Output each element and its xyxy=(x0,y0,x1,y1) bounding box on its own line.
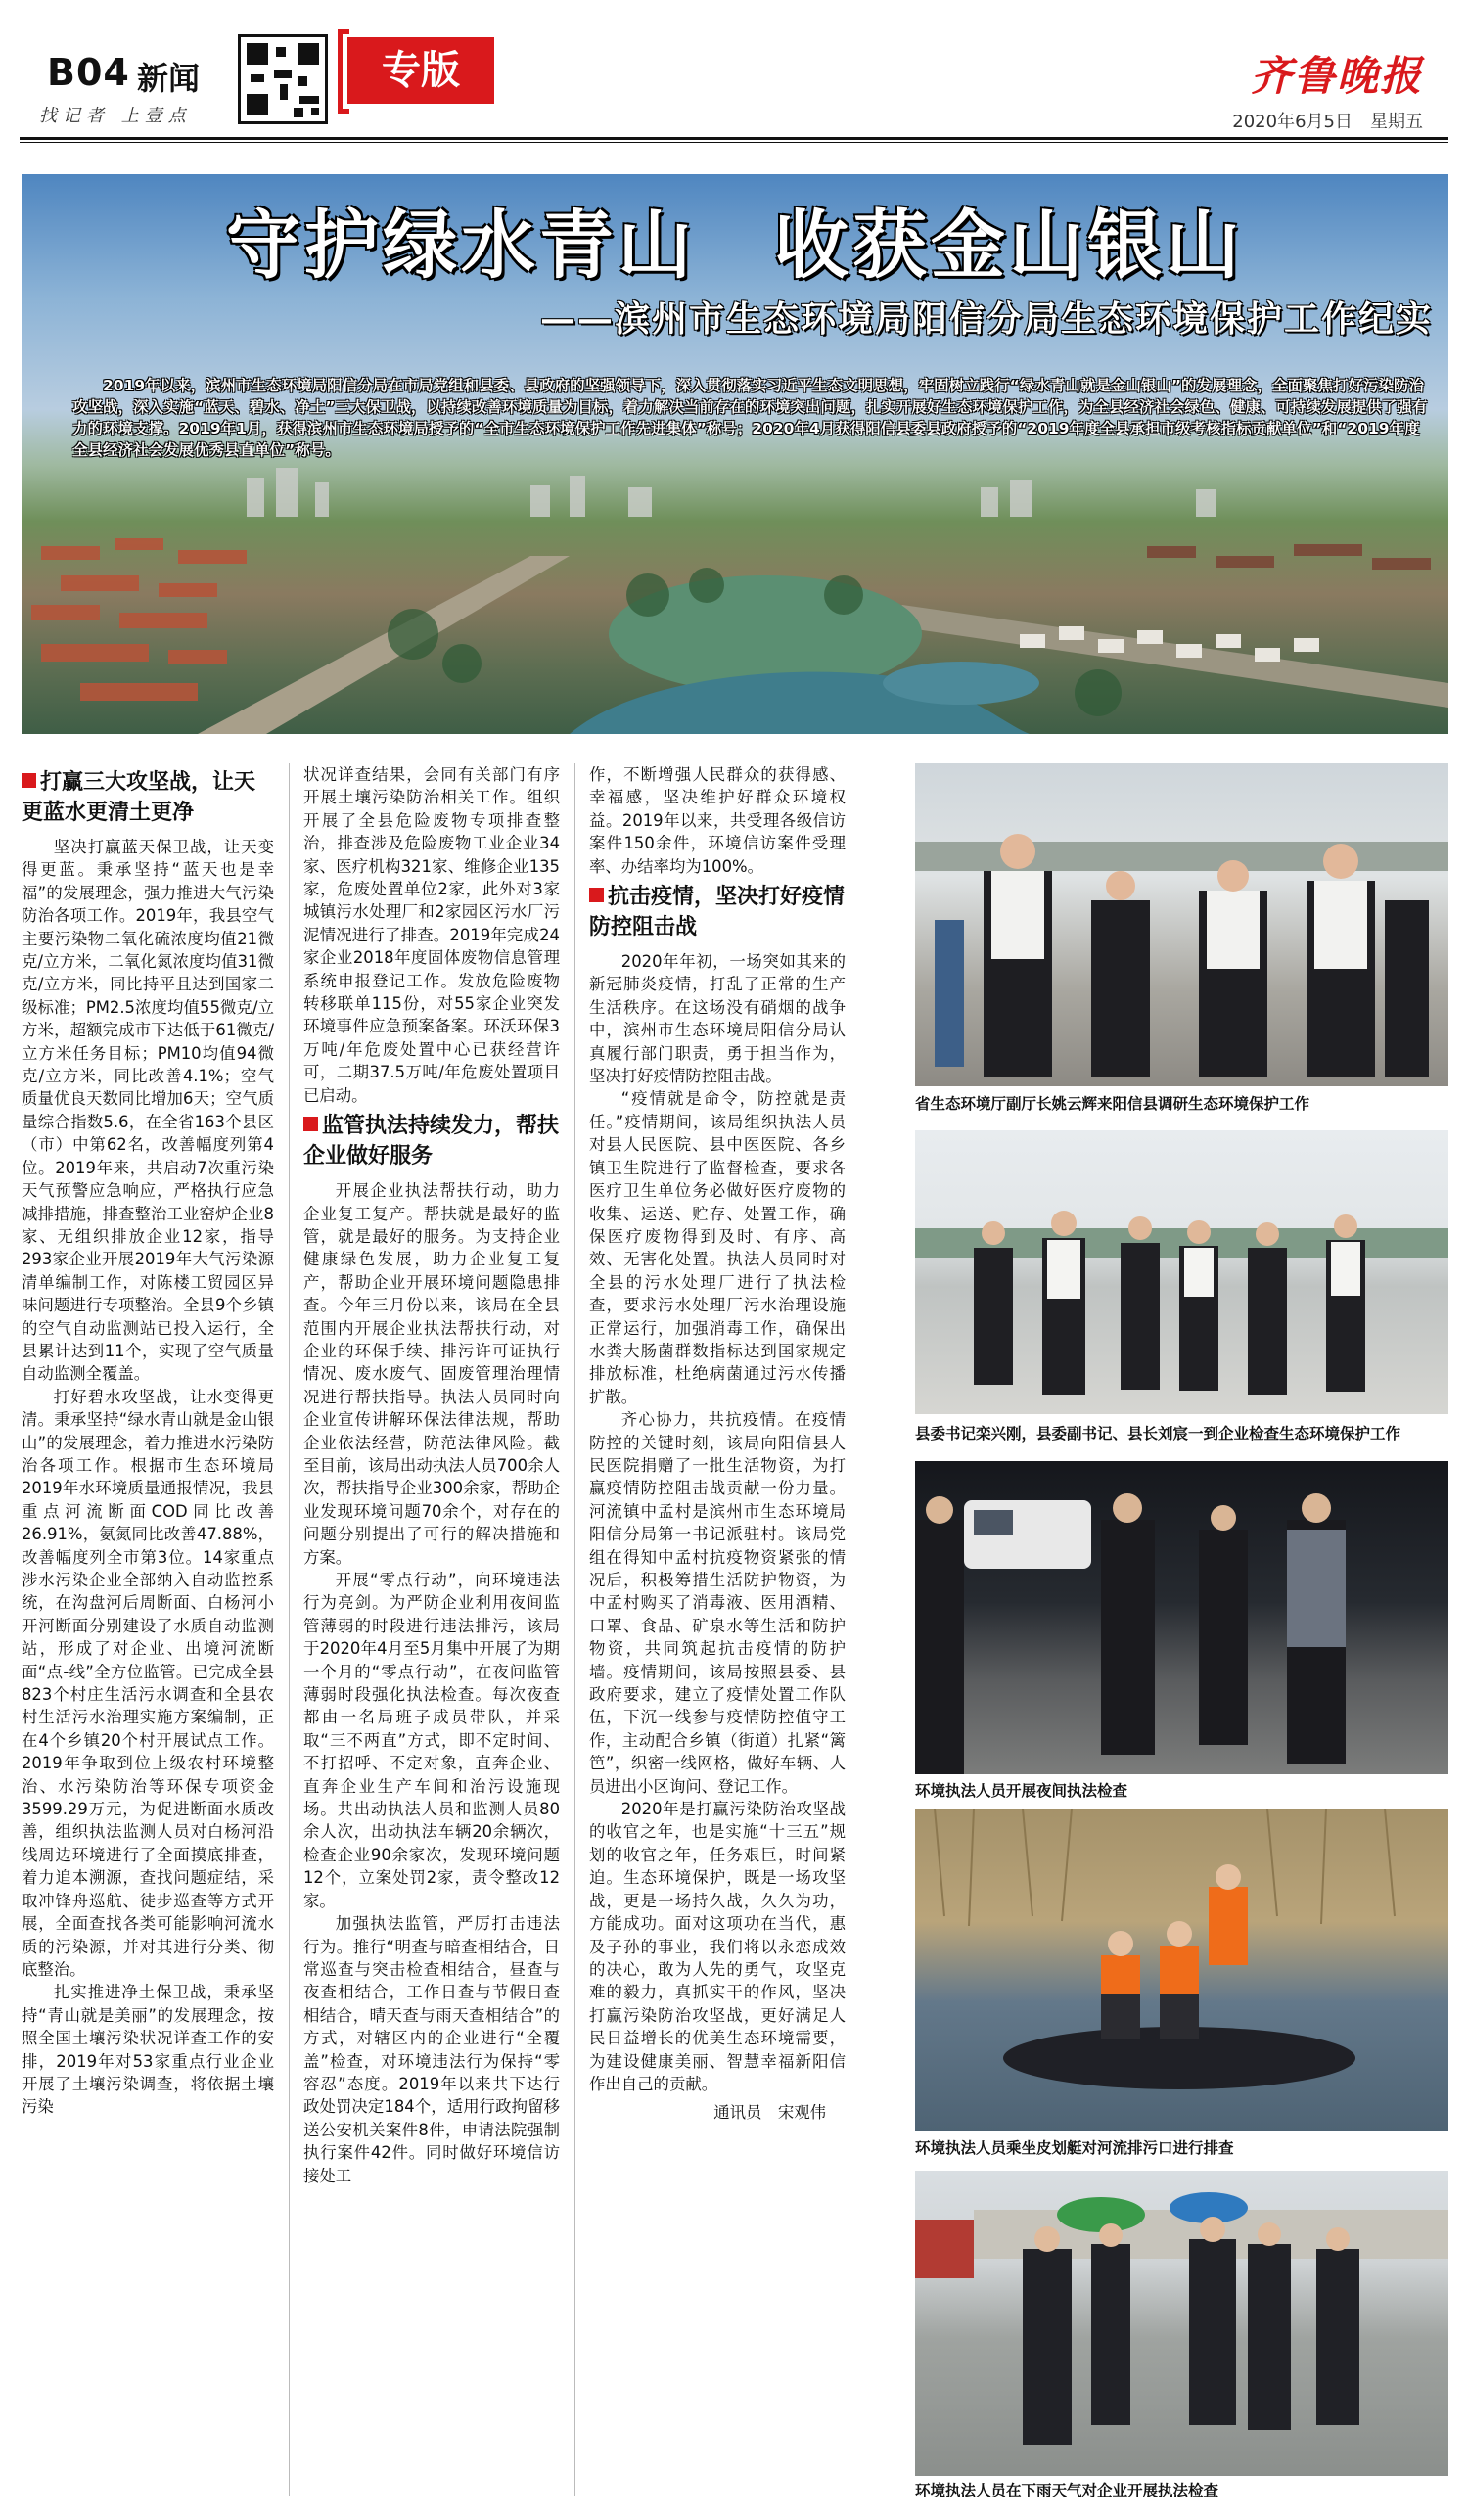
paragraph: 2020年是打赢污染防治攻坚战的收官之年，也是实施“十三五”规划的收官之年，任务艰巨，时间紧迫。生态环境保护，既是一场攻坚战，更是一场持久战，久久为功，方能成功。面对这项功在当代，惠及子孙的事业，我们将以永恋成效的决心，敢为人先的勇气，攻坚克难的毅力，真抓实干的作风，坚决打赢污染防治攻坚战，更好满足人民日益增长的优美生态环境需要，为建设健康美丽、智慧幸福新阳信作出自己的贡献。 xyxy=(589,1800,846,2093)
night-inspection-photo xyxy=(915,1461,1448,1774)
section-heading xyxy=(22,767,274,828)
column-divider xyxy=(289,763,290,2496)
article-column-3 xyxy=(589,763,846,2505)
section-heading-text: 打赢三大攻坚战，让天更蓝水更清土更净 xyxy=(22,770,256,825)
photo-caption: 环境执法人员在下雨天气对企业开展执法检查 xyxy=(915,2482,1219,2499)
red-square-icon xyxy=(22,773,36,788)
officials-photo xyxy=(915,763,1448,1086)
article-column-2 xyxy=(303,763,560,2505)
red-square-icon xyxy=(589,888,604,902)
section-name: 新闻 xyxy=(137,60,201,97)
inspection-photo xyxy=(915,1130,1448,1414)
column-divider xyxy=(574,763,575,2496)
rain-inspection-photo xyxy=(915,2171,1448,2476)
paragraph: 打好碧水攻坚战，让水变得更清。秉承坚持“绿水青山就是金山银山”的发展理念，着力推进水污染防治各项工作。根据市生态环境局2019年水环境质量通报情况，我县重点河流断面COD同比改善26.91%，氨氮同比改善47.88%，改善幅度列全市第3位。14家重点涉水污染企业全部纳入自动监控系统，在沟盘河后周断面、白杨河小开河断面分别建设了水质自动监测站，形成了对企业、出境河流断面“点-线”全方位监管。已完成全县823个村庄生活污水调查和全县农村生活污水治理实施方案编制，正在4个乡镇20个村开展试点工作。2019年争取到位上级农村环境整治、水污染防治等环保专项资金3599.29万元，为促进断面水质改善，组织执法监测人员对白杨河沿线周边环境进行了全面摸底排查，着力追本溯源，查找问题症结，采取冲锋舟巡航、徒步巡查等方式开展，全面查找各类可能影响河流水质的污染源，并对其进行分类、彻底整治。 xyxy=(22,1387,274,1979)
qr-code-icon xyxy=(238,34,328,124)
header-rule-thin xyxy=(20,142,1448,143)
sub-headline: ——滨州市生态环境局阳信分局生态环境保护工作纪实 xyxy=(539,298,1433,340)
paragraph: “疫情就是命令，防控就是责任。”疫情期间，该局组织执法人员对县人民医院、县中医医院、各乡镇卫生院进行了监督检查，要求各医疗卫生单位务必做好医疗废物的收集、运送、贮存、处置工作，确保医疗废物得到及时、有序、高效、无害化处置。执法人员同时对全县的污水处理厂进行了执法检查，要求污水处理厂污水治理设施正常运行，加强消毒工作，确保出水粪大肠菌群数指标达到国家规定排放标准，杜绝病菌通过污水传播扩散。 xyxy=(589,1089,846,1406)
hero-banner xyxy=(22,174,1448,734)
rain-inspection-photo-icon xyxy=(915,2171,1448,2476)
intro-paragraph: 2019年以来，滨州市生态环境局阳信分局在市局党组和县委、县政府的坚强领导下，深入贯彻落实习近平生态文明思想，牢固树立践行“绿水青山就是金山银山”的发展理念，全面聚焦打好污染防治攻坚战，深入实施“蓝天、碧水、净土”三大保卫战，以持续改善环境质量为目标，着力解决当前存在的环境突出问题，扎实开展好生态环境保护工作，为全县经济社会绿色、健康、可持续发展提供了强有力的环境支撑。2019年1月，获得滨州市生态环境局授予的“全市生态环境保护工作先进集体”称号；2020年4月获得阳信县委县政府授予的“2019年度全县承担市级考核指标贡献单位”和“2019年度全县经济社会发展优秀县直单位”称号。 xyxy=(72,377,1428,459)
article-column-1 xyxy=(22,763,274,2505)
section-heading xyxy=(589,882,846,942)
paragraph: 2020年年初，一场突如其来的新冠肺炎疫情，打乱了正常的生产生活秩序。在这场没有硝烟的战争中，滨州市生态环境局阳信分局认真履行部门职责，勇于担当作为，坚决打好疫情防控阻击战。 xyxy=(589,952,846,1086)
paragraph: 扎实推进净土保卫战，秉承坚持“青山就是美丽”的发展理念，按照全国土壤污染状况详查工作的安排，2019年对53家重点行业企业开展了土壤污染调查，将依据土壤污染 xyxy=(22,1983,274,2117)
photo-caption: 环境执法人员乘坐皮划艇对河流排污口进行排查 xyxy=(915,2139,1234,2157)
photo-caption: 环境执法人员开展夜间执法检查 xyxy=(915,1782,1128,1800)
paragraph: 开展“零点行动”，向环境违法行为亮剑。为严防企业利用夜间监管薄弱的时段进行违法排污，该局于2020年4月至5月集中开展了为期一个月的“零点行动”，在夜间监管薄弱时段强化执法检查。每次夜查都由一名局班子成员带队，并采取“三不两直”方式，即不定时间、不打招呼、不定对象，直奔企业、直奔企业生产车间和治污设施现场。共出动执法人员和监测人员80余人次，出动执法车辆20余辆次，检查企业90余家次，发现环境问题12个，立案处罚2家，责令整改12家。 xyxy=(303,1571,560,1910)
section-heading-text: 监管执法持续发力，帮扶企业做好服务 xyxy=(303,1114,560,1169)
paragraph: 齐心协力，共抗疫情。在疫情防控的关键时刻，该局向阳信县人民医院捐赠了一批生活物资，为打赢疫情防控阻击战贡献一份力量。河流镇中孟村是滨州市生态环境局阳信分局第一书记派驻村。该局党组在得知中孟村抗疫物资紧张的情况后，积极筹措生活防护物资，为中孟村购买了消毒液、医用酒精、口罩、食品、矿泉水等生活和防护物资，共同筑起抗击疫情的防护墙。疫情期间，该局按照县委、县政府要求，建立了疫情处置工作队伍，下沉一线参与疫情防控值守工作，主动配合乡镇（街道）扎紧“篱笆”，织密一线网格，做好车辆、人员进出小区询问、登记工作。 xyxy=(589,1410,846,1796)
night-inspection-photo-icon xyxy=(915,1461,1448,1774)
issue-date: 2020年6月5日 星期五 xyxy=(1232,112,1423,132)
boat-photo xyxy=(915,1809,1448,2131)
photo-caption: 县委书记栾兴刚，县委副书记、县长刘宸一到企业检查生态环境保护工作 xyxy=(915,1425,1401,1443)
inspection-photo-icon xyxy=(915,1130,1448,1414)
paragraph: 加强执法监管，严厉打击违法行为。推行“明查与暗查相结合，日常巡查与突击检查相结合，昼查与夜查相结合，工作日查与节假日查相结合，晴天查与雨天查相结合”的方式，对辖区内的企业进行“全覆盖”检查，对环境违法行为保持“零容忍”态度。2019年以来共下达行政处罚决定184个，适用行政拘留移送公安机关案件8件，申请法院强制执行案件42件。同时做好环境信访接处工 xyxy=(303,1914,560,2185)
officials-photo-icon xyxy=(915,763,1448,1086)
section-heading-text: 抗击疫情，坚决打好疫情防控阻击战 xyxy=(589,885,846,940)
paragraph: 作，不断增强人民群众的获得感、幸福感，坚决维护好群众环境权益。2019年以来，共受理各级信访案件150余件，环境信访案件受理率、办结率均为100%。 xyxy=(589,765,846,876)
photo-caption: 省生态环境厅副厅长姚云辉来阳信县调研生态环境保护工作 xyxy=(915,1095,1310,1113)
header-rule xyxy=(20,137,1448,140)
boat-photo-icon xyxy=(915,1809,1448,2131)
paragraph: 坚决打赢蓝天保卫战，让天变得更蓝。秉承坚持“蓝天也是幸福”的发展理念，强力推进大气污染防治各项工作。2019年，我县空气主要污染物二氧化硫浓度均值21微克/立方米，二氧化氮浓度均值31微克/立方米，同比持平且达到国家二级标准；PM2.5浓度均值55微克/立方米，超额完成市下达低于61微克/立方米任务目标；PM10均值94微克/立方米，同比改善4.1%；空气质量优良天数同比增加6天；空气质量综合指数5.6，在全省163个县区（市）中第62名，改善幅度列第4位。2019年来，共启动7次重污染天气预警应急响应，严格执行应急减排措施，排查整治工业窑炉企业8家、无组织排放企业12家，指导293家企业开展2019年大气污染源清单编制工作，对陈楼工贸园区异味问题进行专项整治。全县9个乡镇的空气自动监测站已投入运行，全县累计达到11个，实现了空气质量自动监测全覆盖。 xyxy=(22,838,274,1384)
newspaper-logo: 齐鲁晚报 xyxy=(1250,52,1423,100)
section-heading xyxy=(303,1111,560,1171)
main-headline: 守护绿水青山 收获金山银山 xyxy=(226,202,1244,289)
red-square-icon xyxy=(303,1117,318,1131)
byline: 通讯员 宋观伟 xyxy=(713,2103,826,2123)
special-edition-badge: 专版 xyxy=(347,37,494,104)
paragraph: 开展企业执法帮扶行动，助力企业复工复产。帮扶就是最好的监管，就是最好的服务。为支持企业健康绿色发展，助力企业复工复产，帮助企业开展环境问题隐患排查。今年三月份以来，该局在全县范围内开展企业执法帮扶行动，对企业的环保手续、排污许可证执行情况、废水废气、固废管理治理情况进行帮扶指导。执法人员同时向企业宣传讲解环保法律法规，帮助企业依法经营，防范法律风险。截至目前，该局出动执法人员700余人次，帮扶指导企业300余家，帮助企业发现环境问题70余个，对存在的问题分别提出了可行的解决措施和方案。 xyxy=(303,1181,560,1567)
slogan: 找记者 上壹点 xyxy=(39,106,192,126)
page-number: B04 xyxy=(47,51,130,94)
page-header xyxy=(0,0,1468,147)
paragraph: 状况详查结果，会同有关部门有序开展土壤污染防治相关工作。组织开展了全县危险废物专项排查整治，排查涉及危险废物工业企业34家、医疗机构321家、维修企业135家，危废处置单位2家，此外对3家城镇污水处理厂和2家园区污水厂污泥情况进行了排查。2019年完成24家企业2018年度固体废物信息管理系统申报登记工作。发放危险废物转移联单115份，对55家企业突发环境事件应急预案备案。环沃环保3万吨/年危废处置中心已获经营许可，二期37.5万吨/年危废处置项目已启动。 xyxy=(303,765,560,1105)
